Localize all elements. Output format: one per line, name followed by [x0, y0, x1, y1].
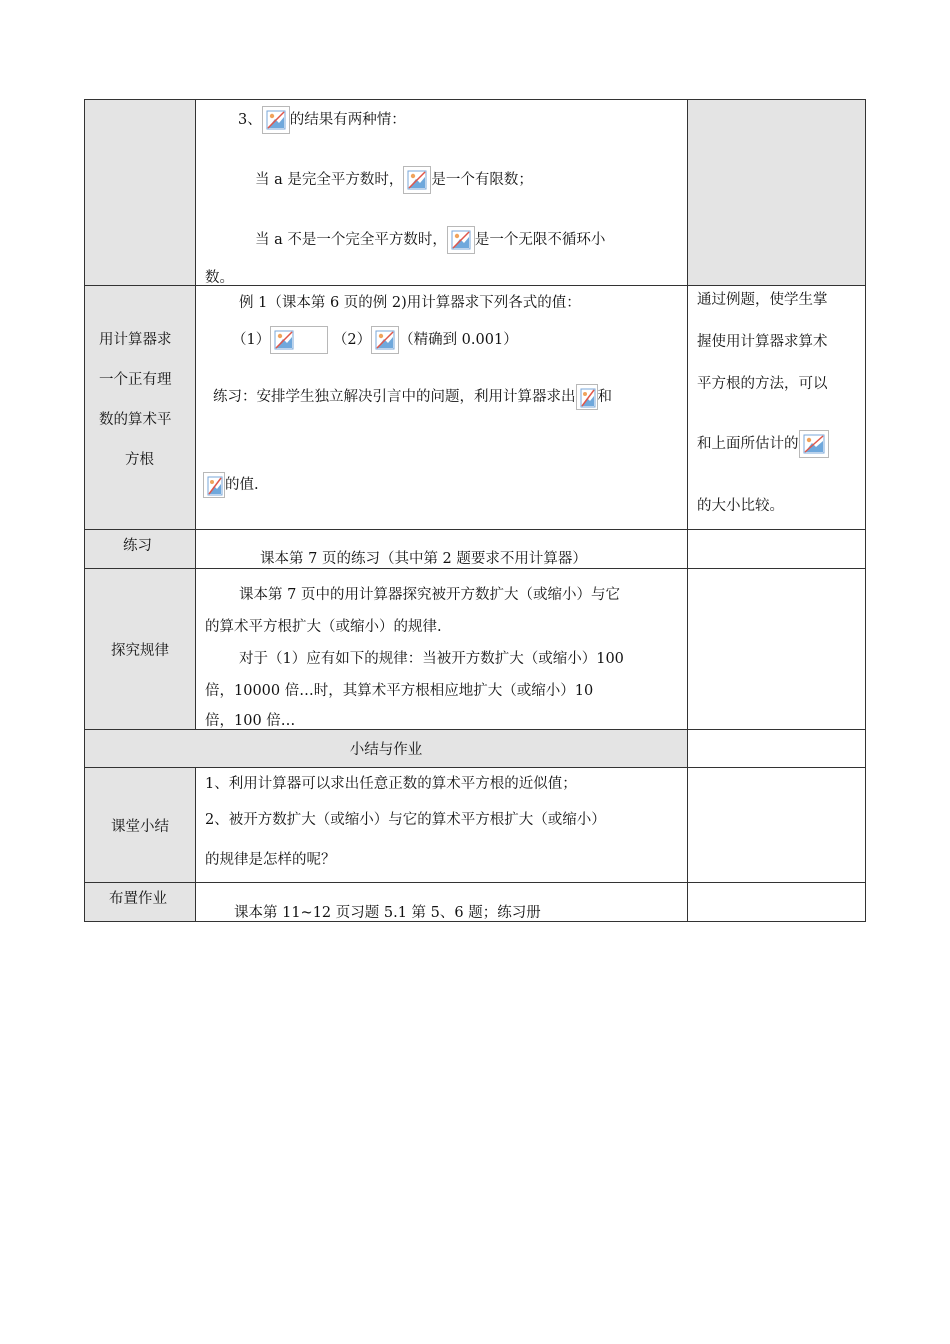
- row5-note-cell: [687, 729, 866, 768]
- row2-label-cell: [84, 285, 196, 530]
- summary-line: 的规律是怎样的呢？: [205, 852, 336, 868]
- row3-content-cell: [195, 529, 688, 569]
- exercise-label: 练习: [123, 538, 152, 554]
- broken-image-icon: [262, 106, 290, 134]
- row2-content-cell: [195, 285, 688, 530]
- explore-line: 倍，10000 倍…时，其算术平方根相应地扩大（或缩小）10: [205, 683, 594, 699]
- row6-note-cell: [687, 767, 866, 883]
- explore-line: 课本第 7 页中的用计算器探究被开方数扩大（或缩小）与它: [239, 587, 620, 603]
- lesson-plan-table: [84, 99, 866, 922]
- row3-note-cell: [687, 529, 866, 569]
- calc-label-line: 用计算器求: [99, 332, 172, 348]
- row6-content-cell: [195, 767, 688, 883]
- homework-label: 布置作业: [109, 891, 167, 907]
- explore-line: 倍，100 倍…: [205, 713, 296, 729]
- note-line: 通过例题，使学生掌: [697, 292, 828, 308]
- sqrt-cases-line2: 当 a 是完全平方数时， 是一个有限数；: [255, 166, 533, 194]
- broken-image-icon: [576, 384, 598, 410]
- broken-image-icon: [203, 472, 225, 498]
- practice-line2: 的值.: [203, 472, 259, 498]
- row4-label-cell: [84, 568, 196, 730]
- sqrt-cases-line4: 数。: [205, 270, 234, 286]
- row1-label-cell: [84, 99, 196, 286]
- practice-line1: 练习：安排学生独立解决引言中的问题，利用计算器求出 和: [213, 384, 612, 410]
- exercise-text: 课本第 7 页的练习（其中第 2 题要求不用计算器）: [260, 551, 587, 567]
- row7-note-cell: [687, 882, 866, 922]
- calc-label-line: 方根: [125, 452, 154, 468]
- explore-line: 对于（1）应有如下的规律：当被开方数扩大（或缩小）100: [239, 651, 624, 667]
- row3-label-cell: [84, 529, 196, 569]
- section-title: 小结与作业: [349, 742, 423, 758]
- broken-image-icon: [270, 326, 328, 354]
- sqrt-cases-line3: 当 a 不是一个完全平方数时， 是一个无限不循环小: [255, 226, 605, 254]
- broken-image-icon: [799, 430, 829, 458]
- example-text: 例 1（课本第 6 页的例 2)用计算器求下列各式的值：: [239, 295, 581, 311]
- broken-image-icon: [371, 326, 399, 354]
- row1-note-cell: [687, 99, 866, 286]
- sqrt-cases-line1: 3、 的结果有两种情：: [238, 106, 406, 134]
- explore-line: 的算术平方根扩大（或缩小）的规律.: [205, 619, 442, 635]
- row2-note-cell: [687, 285, 866, 530]
- row4-note-cell: [687, 568, 866, 730]
- broken-image-icon: [403, 166, 431, 194]
- broken-image-icon: [447, 226, 475, 254]
- example-items: （1） （2） （精确到 0.001）: [232, 326, 518, 354]
- row7-content-cell: [195, 882, 688, 922]
- summary-homework-header: [84, 729, 688, 768]
- note-line: 平方根的方法，可以: [697, 376, 828, 392]
- calc-label-line: 数的算术平: [99, 412, 172, 428]
- calc-label-line: 一个正有理: [99, 372, 172, 388]
- row1-content-cell: [195, 99, 688, 286]
- row7-label-cell: [84, 882, 196, 922]
- summary-line: 2、被开方数扩大（或缩小）与它的算术平方根扩大（或缩小）: [205, 812, 606, 828]
- note-line-with-image: 和上面所估计的: [697, 430, 829, 458]
- homework-text: 课本第 11~12 页习题 5.1 第 5、6 题；练习册: [234, 905, 541, 921]
- explore-label: 探究规律: [111, 642, 169, 659]
- row6-label-cell: [84, 767, 196, 883]
- summary-label: 课堂小结: [111, 818, 169, 835]
- summary-line: 1、利用计算器可以求出任意正数的算术平方根的近似值；: [205, 776, 577, 792]
- row4-content-cell: [195, 568, 688, 730]
- note-line: 的大小比较。: [697, 498, 784, 514]
- note-line: 握使用计算器求算术: [697, 334, 828, 350]
